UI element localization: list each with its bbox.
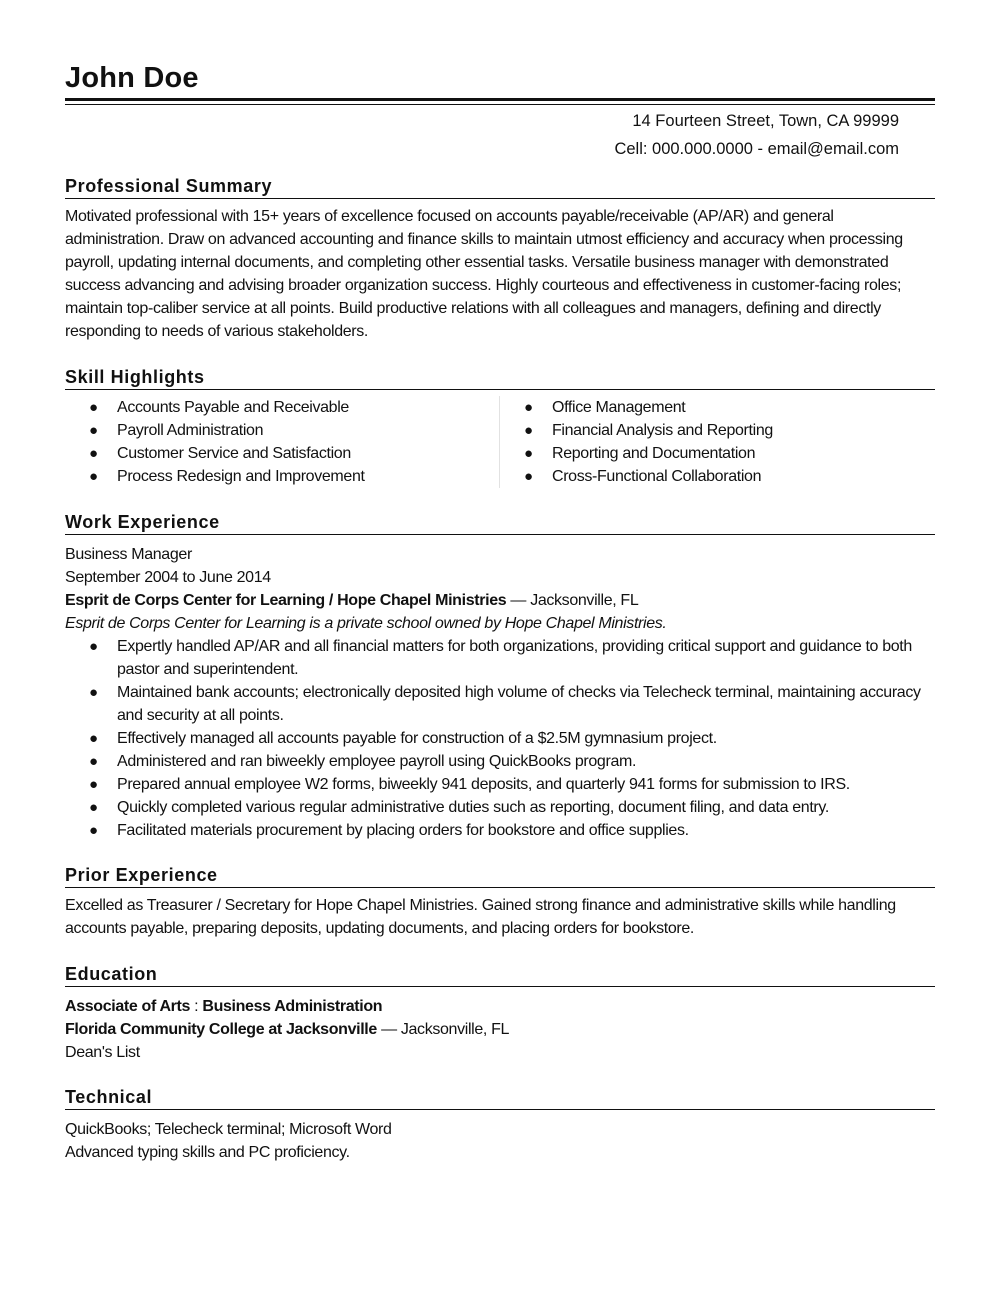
skill-item: ● Customer Service and Satisfaction: [89, 442, 489, 465]
degree-separator: :: [190, 998, 203, 1015]
degree-field: Business Administration: [202, 998, 383, 1015]
bullet-icon: ●: [89, 822, 98, 839]
technical-heading: Technical: [65, 1086, 935, 1110]
contact-phone-email: Cell: 000.000.0000 - email@email.com: [614, 140, 899, 158]
bullet-icon: ●: [524, 468, 533, 485]
education-section: [65, 963, 935, 1064]
header-rule-thin: [65, 104, 935, 105]
bullet-icon: ●: [524, 422, 533, 439]
job-bullet: ● Effectively managed all accounts payable for construction of a $2.5M gymnasium project.: [89, 727, 935, 750]
skills-section: [65, 366, 935, 488]
education-heading: Education: [65, 963, 935, 987]
job-bullet: ● Prepared annual employee W2 forms, biweekly 941 deposits, and quarterly 941 forms for submission to IRS.: [89, 773, 935, 796]
skill-item: ● Cross-Functional Collaboration: [524, 465, 924, 488]
degree-line: [65, 995, 935, 1018]
job-bullet: ● Maintained bank accounts; electronically deposited high volume of checks via Telecheck terminal, maintaining accuracy and security at all points.: [89, 681, 935, 727]
candidate-name: John Doe: [65, 62, 199, 94]
prior-section: [65, 864, 935, 940]
skill-item: ● Office Management: [524, 396, 924, 419]
skills-list: [65, 396, 935, 488]
bullet-icon: ●: [89, 730, 98, 747]
job-dates: September 2004 to June 2014: [65, 569, 271, 586]
technical-section: [65, 1086, 935, 1164]
bullet-icon: ●: [89, 638, 98, 655]
technical-line-2: Advanced typing skills and PC proficiency.: [65, 1144, 350, 1161]
bullet-icon: ●: [89, 776, 98, 793]
school-separator: —: [381, 1021, 397, 1038]
school-name: Florida Community College at Jacksonville: [65, 1021, 377, 1038]
job-bullet: ● Quickly completed various regular administrative duties such as reporting, document filing, and data entry.: [89, 796, 935, 819]
summary-heading: Professional Summary: [65, 175, 935, 199]
prior-heading: Prior Experience: [65, 864, 935, 888]
employer-location: Jacksonville, FL: [530, 592, 639, 609]
skill-item: ● Payroll Administration: [89, 419, 489, 442]
bullet-icon: ●: [89, 422, 98, 439]
school-location: Jacksonville, FL: [400, 1021, 510, 1038]
bullet-icon: ●: [89, 399, 98, 416]
bullet-icon: ●: [524, 445, 533, 462]
technical-line-1: QuickBooks; Telecheck terminal; Microsoft Word: [65, 1121, 392, 1138]
summary-section: [65, 175, 935, 343]
skills-column-right: [524, 396, 924, 488]
education-honor: Dean's List: [65, 1044, 140, 1061]
work-heading: Work Experience: [65, 511, 935, 535]
skills-column-divider: [499, 396, 500, 488]
skill-item: ● Process Redesign and Improvement: [89, 465, 489, 488]
bullet-icon: ●: [89, 445, 98, 462]
work-section: [65, 511, 935, 842]
bullet-icon: ●: [524, 399, 533, 416]
skill-item: ● Financial Analysis and Reporting: [524, 419, 924, 442]
employer-separator: —: [510, 592, 527, 609]
header-rule-thick: [65, 98, 935, 101]
skills-heading: Skill Highlights: [65, 366, 935, 390]
bullet-icon: ●: [89, 753, 98, 770]
job-bullet: ● Expertly handled AP/AR and all financial matters for both organizations, providing critical support and guidance to both pastor and superintendent.: [89, 635, 935, 681]
bullet-icon: ●: [89, 799, 98, 816]
job-employer-line: [65, 589, 935, 612]
bullet-icon: ●: [89, 684, 98, 701]
summary-text: Motivated professional with 15+ years of excellence focused on accounts payable/receivable (AP/AR) and general administration. Draw on advanced accounting and finance skills to maintain utmost efficiency and accuracy when processing payroll, updating internal documents, and completing other essential tasks. Versatile business manager with demonstrated success advancing and advising broader organization success. Highly courteous and effectiveness in customer-facing roles; maintain top-caliber service at all points. Build productive relations with all colleagues and managers, defining and directly responding to needs of various stakeholders.: [65, 208, 903, 340]
job-bullet: ● Administered and ran biweekly employee payroll using QuickBooks program.: [89, 750, 935, 773]
degree-name: Associate of Arts: [65, 998, 191, 1015]
job-title: Business Manager: [65, 546, 192, 563]
job-bullets: [65, 635, 935, 842]
job-bullet: ● Facilitated materials procurement by placing orders for bookstore and office supplies.: [89, 819, 935, 842]
prior-text: Excelled as Treasurer / Secretary for Hope Chapel Ministries. Gained strong finance and administrative skills while handling accounts payable, preparing deposits, updating documents, and placing orders for bookstore.: [65, 897, 896, 937]
skill-item: ● Accounts Payable and Receivable: [89, 396, 489, 419]
school-line: [65, 1018, 935, 1041]
skills-column-left: [89, 396, 489, 488]
employer-name: Esprit de Corps Center for Learning / Hope Chapel Ministries: [65, 592, 507, 609]
employer-description: Esprit de Corps Center for Learning is a private school owned by Hope Chapel Ministries.: [65, 615, 667, 632]
skill-item: ● Reporting and Documentation: [524, 442, 924, 465]
contact-address: 14 Fourteen Street, Town, CA 99999: [632, 112, 899, 130]
bullet-icon: ●: [89, 468, 98, 485]
